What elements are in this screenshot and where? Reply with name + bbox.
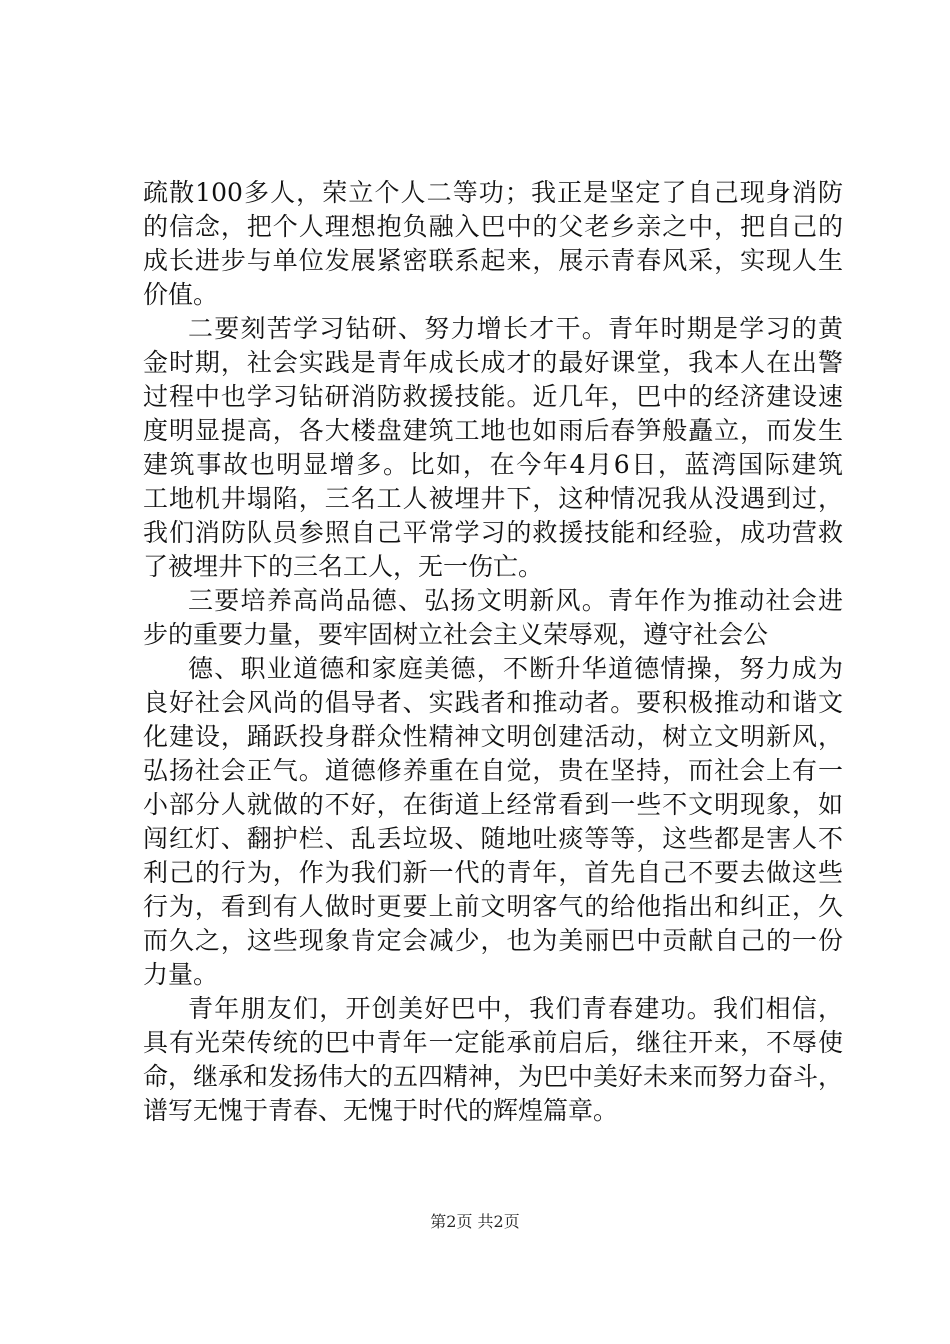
text-line: 价值。 (143, 280, 219, 309)
text-line: 步的重要力量，要牢固树立社会主义荣辱观，遵守社会公 (143, 620, 769, 649)
document-body (143, 176, 843, 1128)
text-line: 金时期，社会实践是青年成长成才的最好课堂，我本人在出警 (143, 348, 843, 377)
text-line: 而久之，这些现象肯定会减少，也为美丽巴中贡献自己的一份 (143, 926, 843, 955)
text-line: 成长进步与单位发展紧密联系起来，展示青春风采，实现人生 (143, 246, 843, 275)
text-line: 力量。 (143, 960, 219, 989)
text-line: 行为，看到有人做时更要上前文明客气的给他指出和纠正，久 (143, 892, 843, 921)
text-line: 的信念，把个人理想抱负融入巴中的父老乡亲之中，把自己的 (143, 212, 843, 241)
text-line: 具有光荣传统的巴中青年一定能承前启后，继往开来，不辱使 (143, 1028, 843, 1057)
text-line: 二要刻苦学习钻研、努力增长才干。青年时期是学习的黄 (188, 314, 843, 343)
text-line: 疏散100多人，荣立个人二等功；我正是坚定了自己现身消防 (143, 178, 843, 207)
text-line: 三要培养高尚品德、弘扬文明新风。青年作为推动社会进 (188, 586, 843, 615)
text-line: 利己的行为，作为我们新一代的青年，首先自己不要去做这些 (143, 858, 843, 887)
text-line: 良好社会风尚的倡导者、实践者和推动者。要积极推动和谐文 (143, 688, 843, 717)
text-line: 度明显提高，各大楼盘建筑工地也如雨后春笋般矗立，而发生 (143, 416, 843, 445)
text-line: 我们消防队员参照自己平常学习的救援技能和经验，成功营救 (143, 518, 843, 547)
text-line: 化建设，踊跃投身群众性精神文明创建活动，树立文明新风， (143, 722, 843, 751)
text-line: 工地机井塌陷，三名工人被埋井下，这种情况我从没遇到过， (143, 484, 843, 513)
text-line: 弘扬社会正气。道德修养重在自觉，贵在坚持，而社会上有一 (143, 756, 843, 785)
text-line: 闯红灯、翻护栏、乱丢垃圾、随地吐痰等等，这些都是害人不 (143, 824, 843, 853)
text-line: 青年朋友们，开创美好巴中，我们青春建功。我们相信， (188, 994, 843, 1023)
text-line: 德、职业道德和家庭美德，不断升华道德情操，努力成为 (188, 654, 843, 683)
page-footer: 第2页 共2页 (430, 1212, 520, 1231)
text-line: 命，继承和发扬伟大的五四精神，为巴中美好未来而努力奋斗， (143, 1062, 844, 1091)
text-line: 过程中也学习钻研消防救援技能。近几年，巴中的经济建设速 (143, 382, 843, 411)
text-line: 小部分人就做的不好，在街道上经常看到一些不文明现象，如 (143, 790, 843, 819)
text-line: 建筑事故也明显增多。比如，在今年4月6日，蓝湾国际建筑 (143, 450, 843, 479)
text-line: 了被埋井下的三名工人，无一伤亡。 (143, 552, 544, 581)
text-line: 谱写无愧于青春、无愧于时代的辉煌篇章。 (143, 1096, 619, 1125)
